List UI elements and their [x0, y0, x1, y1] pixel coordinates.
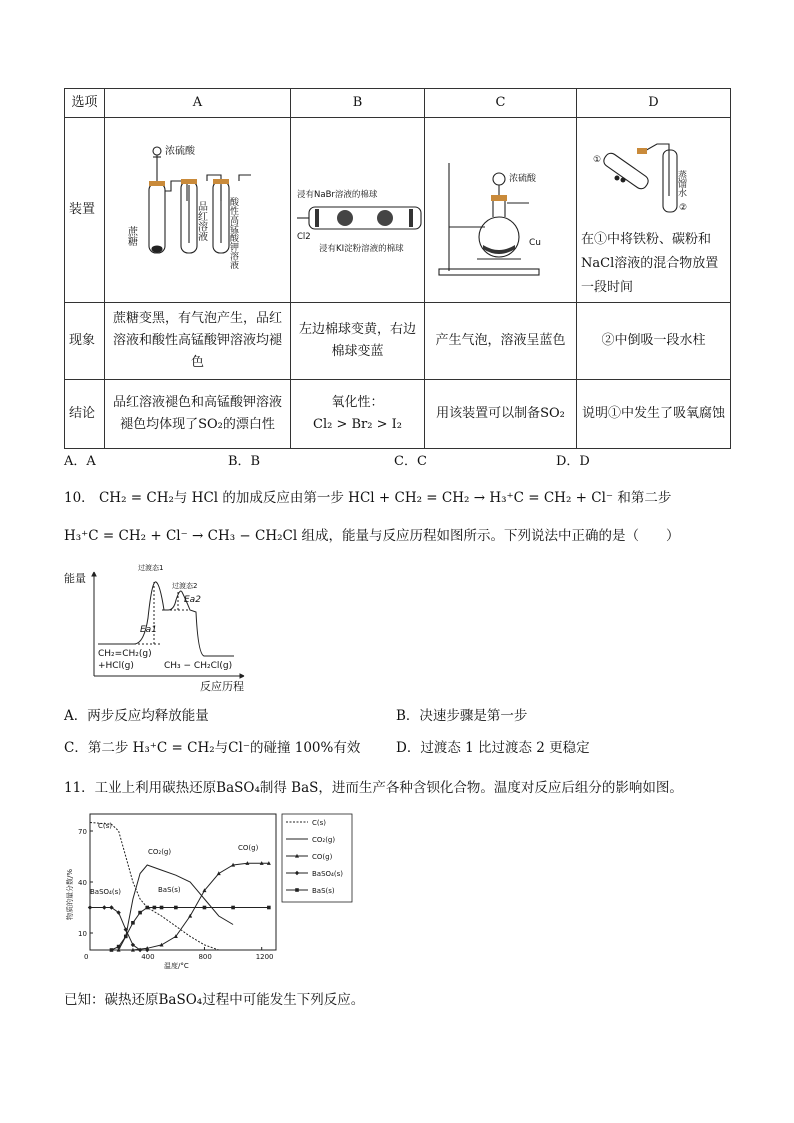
apparatus-c-diagram	[429, 121, 577, 291]
x-tick-label-0: 0	[84, 953, 89, 961]
legend-label-1: CO₂(g)	[312, 836, 336, 844]
temperature-composition-chart	[64, 810, 354, 970]
q11-stem: 11．工业上利用碳热还原BaSO₄制得 BaS，进而生产各种含钡化合物。温度对反应后组分的影响如图。	[64, 780, 683, 796]
energy-xlabel: 反应历程	[200, 680, 244, 693]
label-ea2: Ea2	[184, 595, 201, 605]
series-4-point-5	[145, 906, 149, 910]
observation-b: 左边棉球变黄，右边棉球变蓝	[291, 303, 425, 380]
series-4-point-6	[153, 906, 157, 910]
label-tube-1: ①	[593, 155, 602, 165]
label-cl2: Cl2	[297, 232, 311, 242]
energy-diagram	[64, 558, 264, 693]
apparatus-d-caption: 在①中将铁粉、碳粉和NaCl溶液的混合物放置一段时间	[581, 232, 719, 295]
x-tick-label-2: 800	[198, 953, 212, 961]
label-conc-sulfuric: 浓硫酸	[165, 146, 195, 157]
chart-annotation-0: C(s)	[98, 822, 112, 830]
label-reactants-1: CH₂=CH₂(g)	[98, 649, 152, 659]
observation-row	[65, 303, 731, 380]
legend-marker-4	[295, 888, 299, 892]
conclusion-b	[291, 380, 425, 449]
label-tube-2: ②	[679, 203, 688, 213]
series-line-2	[119, 863, 269, 950]
label-ts1: 过渡态1	[138, 564, 164, 572]
experiment-table	[64, 88, 731, 449]
apparatus-d	[577, 118, 731, 303]
q10-line1: 10． CH₂ = CH₂与 HCl 的加成反应由第一步 HCl + CH₂ = CH₂ → H₃⁺C = CH₂ + Cl⁻ 和第二步	[64, 490, 672, 506]
q9-choice-a[interactable]: A．A	[64, 454, 96, 469]
label-ea1: Ea1	[140, 625, 157, 635]
q10-option-d[interactable]: D．过渡态 1 比过渡态 2 更稳定	[396, 740, 590, 756]
header-a: A	[105, 89, 291, 118]
observation-d: ②中倒吸一段水柱	[577, 303, 731, 380]
q9-choice-b[interactable]: B．B	[228, 454, 261, 469]
q10-option-a[interactable]: A．两步反应均释放能量	[64, 708, 209, 724]
legend-label-3: BaSO₄(s)	[312, 870, 343, 878]
header-d: D	[577, 89, 731, 118]
chart-annotation-3: BaSO₄(s)	[90, 888, 121, 896]
header-option: 选项	[65, 89, 105, 118]
q10-line2: H₃⁺C = CH₂ + Cl⁻ → CH₃ − CH₂Cl 组成，能量与反应历程如图所示。下列说法中正确的是（ ）	[64, 528, 680, 544]
q10-option-b[interactable]: B．决速步骤是第一步	[396, 708, 528, 724]
y-tick-label-0: 10	[78, 930, 87, 938]
energy-profile-curve	[98, 582, 234, 656]
label-reactants-2: +HCl(g)	[98, 661, 134, 671]
y-tick-label-2: 70	[78, 828, 87, 836]
label-conc-sulfuric-c: 浓硫酸	[509, 174, 537, 184]
series-4-point-8	[174, 906, 178, 910]
q11-known: 已知：碳热还原BaSO₄过程中可能发生下列反应。	[64, 992, 365, 1008]
series-3-point-1	[102, 905, 106, 909]
series-4-point-10	[231, 906, 235, 910]
row-label-observation: 现象	[65, 303, 105, 380]
chart-ylabel: 物质的量分数/%	[66, 868, 74, 920]
series-3-point-0	[88, 905, 92, 909]
series-4-point-9	[203, 906, 207, 910]
label-cu: Cu	[529, 238, 541, 248]
series-line-0	[90, 823, 219, 951]
conclusion-a: 品红溶液褪色和高锰酸钾溶液褪色均体现了SO₂的漂白性	[105, 380, 291, 449]
label-nabr-cotton: 浸有NaBr溶液的棉球	[297, 190, 378, 200]
series-4-point-2	[124, 935, 128, 939]
row-label-conclusion: 结论	[65, 380, 105, 449]
apparatus-d-diagram	[581, 120, 731, 220]
energy-ylabel: 能量	[64, 572, 86, 585]
label-product: CH₃ − CH₂Cl(g)	[164, 661, 233, 671]
table-header-row	[65, 89, 731, 118]
chart-annotation-2: CO(g)	[238, 844, 259, 852]
legend-label-0: C(s)	[312, 819, 326, 827]
conclusion-row	[65, 380, 731, 449]
label-kmno4: 酸性高锰酸钾溶液	[228, 197, 238, 269]
apparatus-a	[105, 118, 291, 303]
chart-plot-frame	[90, 814, 276, 950]
label-sucrose: 蔗糖	[125, 226, 137, 246]
chart-xlabel: 温度/°C	[164, 962, 189, 970]
apparatus-b	[291, 118, 425, 303]
label-ki-cotton: 浸有KI淀粉溶液的棉球	[319, 244, 404, 254]
x-tick-label-3: 1200	[255, 953, 274, 961]
header-c: C	[425, 89, 577, 118]
conclusion-b-title: 氧化性：	[331, 395, 384, 410]
label-distilled-water: 蒸馏水	[676, 170, 686, 197]
apparatus-row	[65, 118, 731, 303]
chart-annotation-1: CO₂(g)	[148, 848, 172, 856]
apparatus-a-diagram	[109, 121, 289, 291]
conclusion-b-value: Cl₂ > Br₂ > I₂	[313, 417, 402, 432]
observation-a: 蔗糖变黑，有气泡产生，品红溶液和酸性高锰酸钾溶液均褪色	[105, 303, 291, 380]
observation-c: 产生气泡，溶液呈蓝色	[425, 303, 577, 380]
label-ts2: 过渡态2	[172, 582, 198, 590]
legend-label-2: CO(g)	[312, 853, 333, 861]
series-4-point-0	[110, 948, 114, 952]
series-4-point-1	[117, 945, 121, 949]
apparatus-b-diagram	[295, 121, 425, 291]
y-tick-label-1: 40	[78, 879, 87, 887]
series-4-point-3	[131, 921, 135, 925]
label-magenta: 品红溶液	[195, 201, 207, 241]
q10-option-c[interactable]: C．第二步 H₃⁺C = CH₂与Cl⁻的碰撞 100%有效	[64, 740, 361, 756]
series-4-point-11	[267, 906, 271, 910]
series-4-point-7	[160, 906, 164, 910]
row-label-apparatus: 装置	[65, 118, 105, 303]
q9-choice-d[interactable]: D．D	[556, 454, 590, 469]
chart-annotation-4: BaS(s)	[158, 886, 181, 894]
apparatus-c	[425, 118, 577, 303]
x-tick-label-1: 400	[141, 953, 155, 961]
conclusion-d: 说明①中发生了吸氧腐蚀	[577, 380, 731, 449]
q9-choice-c[interactable]: C．C	[394, 454, 427, 469]
header-b: B	[291, 89, 425, 118]
series-4-point-4	[138, 911, 142, 915]
legend-label-4: BaS(s)	[312, 887, 335, 895]
conclusion-c: 用该装置可以制备SO₂	[425, 380, 577, 449]
